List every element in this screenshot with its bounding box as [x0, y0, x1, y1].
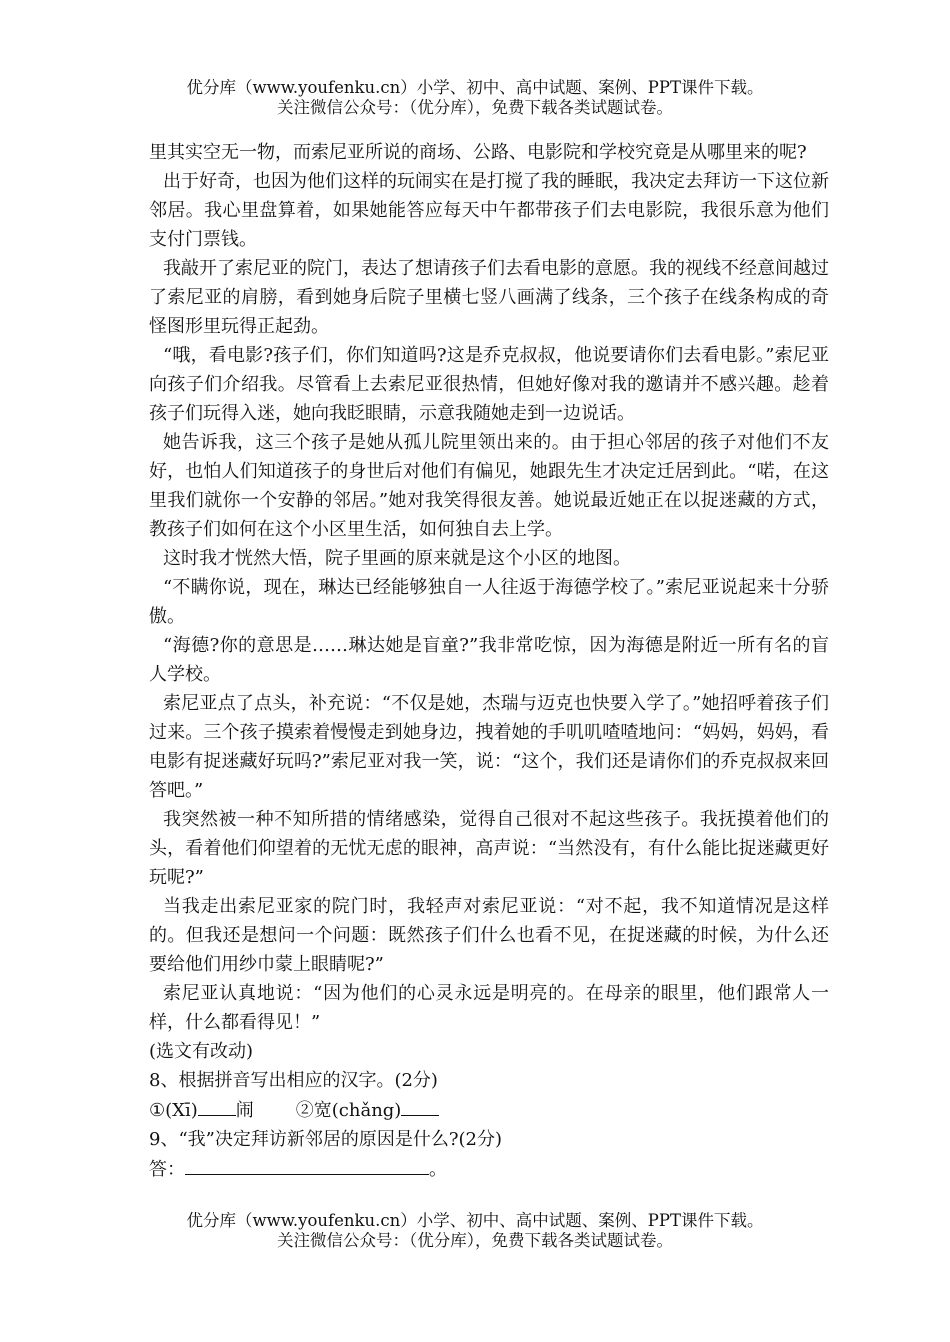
paragraph-3: 我敲开了索尼亚的院门，表达了想请孩子们去看电影的意愿。我的视线不经意间越过了索尼亚的肩膀，看到她身后院子里横七竖八画满了线条，三个孩子在线条构成的奇怪图形里玩得正起劲。 [149, 258, 829, 337]
source-note: (选文有改动) [149, 1041, 254, 1062]
paragraph-2: 出于好奇，也因为他们这样的玩闹实在是打搅了我的睡眠，我决定去拜访一下这位新邻居。我心里盘算着，如果她能答应每天中午都带孩子们去电影院，我很乐意为他们支付门票钱。 [149, 171, 829, 250]
question-8: 8、根据拼音写出相应的汉字。(2分) [149, 1070, 438, 1091]
paragraph-6: 这时我才恍然大悟，院子里画的原来就是这个小区的地图。 [163, 548, 631, 569]
paragraph-7: “不瞒你说，现在，琳达已经能够独自一人往返于海德学校了。”索尼亚说起来十分骄傲。 [149, 577, 829, 627]
question-8-items [149, 1095, 829, 1125]
q9-answer-label: 答： [149, 1159, 185, 1180]
paragraph-4: “哦，看电影?孩子们，你们知道吗?这是乔克叔叔，他说要请你们去看电影。”索尼亚向孩子们介绍我。尽管看上去索尼亚很热情，但她好像对我的邀请并不感兴趣。趁着孩子们玩得入迷，她向我眨眼睛，示意我随她走到一边说话。 [149, 345, 829, 424]
q8-item2-blank[interactable] [401, 1095, 439, 1116]
q9-answer-blank[interactable] [185, 1154, 429, 1175]
q8-item2-pinyin: ②宽(chǎng) [295, 1100, 402, 1121]
paragraph-8: “海德?你的意思是……琳达她是盲童?”我非常吃惊，因为海德是附近一所有名的盲人学校。 [149, 635, 829, 685]
paragraph-1: 里其实空无一物，而索尼亚所说的商场、公路、电影院和学校究竟是从哪里来的呢? [149, 142, 807, 163]
header-line-1: 优分库（www.youfenku.cn）小学、初中、高中试题、案例、PPT课件下载。 [186, 78, 764, 97]
paragraph-11: 当我走出索尼亚家的院门时，我轻声对索尼亚说：“对不起，我不知道情况是这样的。但我还是想问一个问题：既然孩子们什么也看不见，在捉迷藏的时候，为什么还要给他们用纱巾蒙上眼睛呢?” [149, 896, 829, 975]
header-line-2: 关注微信公众号：（优分库），免费下载各类试题试卷。 [277, 98, 673, 117]
footer-line-1: 优分库（www.youfenku.cn）小学、初中、高中试题、案例、PPT课件下载。 [186, 1211, 764, 1230]
question-9-answer [149, 1154, 829, 1184]
footer-line-2: 关注微信公众号：（优分库），免费下载各类试题试卷。 [277, 1231, 673, 1250]
paragraph-10: 我突然被一种不知所措的情绪感染，觉得自己很对不起这些孩子。我抚摸着他们的头，看着他们仰望着的无忧无虑的眼神，高声说：“当然没有，有什么能比捉迷藏更好玩呢?” [149, 809, 829, 888]
page-footer [0, 1211, 950, 1251]
q8-item1-blank[interactable] [198, 1095, 236, 1116]
q8-item1-pinyin: ①(Xī) [149, 1100, 198, 1121]
page-header [0, 78, 950, 118]
q8-item1-suffix: 闹 [235, 1100, 254, 1121]
paragraph-12: 索尼亚认真地说：“因为他们的心灵永远是明亮的。在母亲的眼里，他们跟常人一样，什么都看得见！” [149, 983, 829, 1033]
q9-answer-end: 。 [429, 1159, 447, 1180]
question-9: 9、“我”决定拜访新邻居的原因是什么?(2分) [149, 1129, 503, 1150]
paragraph-9: 索尼亚点了点头，补充说：“不仅是她，杰瑞与迈克也快要入学了。”她招呼着孩子们过来。三个孩子摸索着慢慢走到她身边，拽着她的手叽叽喳喳地问：“妈妈，妈妈，看电影有捉迷藏好玩吗?”索尼亚对我一笑，说：“这个，我们还是请你们的乔克叔叔来回答吧。” [149, 693, 829, 801]
reading-passage [149, 138, 829, 1184]
paragraph-5: 她告诉我，这三个孩子是她从孤儿院里领出来的。由于担心邻居的孩子对他们不友好，也怕人们知道孩子的身世后对他们有偏见，她跟先生才决定迁居到此。“喏，在这里我们就你一个安静的邻居。”她对我笑得很友善。她说最近她正在以捉迷藏的方式，教孩子们如何在这个小区里生活，如何独自去上学。 [149, 432, 829, 540]
